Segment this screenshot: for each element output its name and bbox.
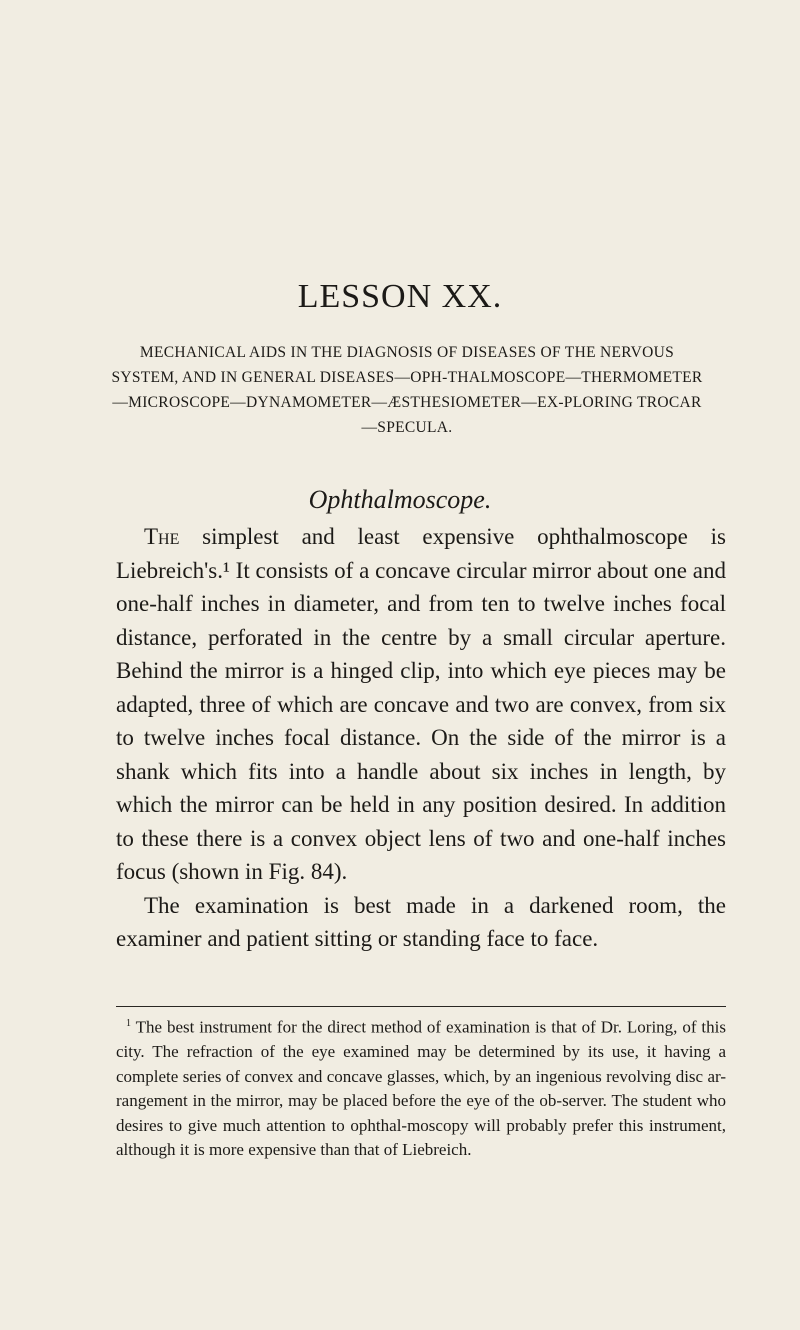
footnote	[116, 1012, 726, 1163]
footnote-text: The best instrument for the direct method of examination is that of Dr. Loring, of this city. The refraction of the eye examined may be determined by its use, it having a complete series of convex and concave glasses, which, by an ingenious revolving disc ar-rangement in the mirror, may be placed before the eye of the ob-server. The student who desires to give much attention to ophthal-moscopy will probably prefer this instrument, although it is more expensive than that of Liebreich.	[116, 1017, 726, 1160]
paragraph-2: The examination is best made in a darkened room, the examiner and patient sitting or standing face to face.	[116, 892, 726, 951]
footnote-marker: 1	[126, 1018, 131, 1029]
lesson-subtitle: MECHANICAL AIDS IN THE DIAGNOSIS OF DISEASES OF THE NERVOUS SYSTEM, AND IN GENERAL DISEASES—OPH-THALMOSCOPE—THERMOMETER—MICROSCOPE—DYNAMOMETER—ÆSTHESIOMETER—EX-PLORING TROCAR—SPECULA.	[111, 344, 703, 436]
paragraph-1	[116, 520, 726, 889]
lesson-title: LESSON XX.	[297, 278, 503, 315]
footnote-divider	[116, 1006, 726, 1007]
paragraph-1-text: simplest and least expensive ophthalmoscope is Liebreich's.¹ It consists of a concave circular mirror about one and one-half inches in diameter, and from ten to twelve inches focal distance, perforated in the centre by a small circular aperture. Behind the mirror is a hinged clip, into which eye pieces may be adapted, three of which are concave and two are convex, from six to twelve inches focal distance. On the side of the mirror is a shank which fits into a handle about six inches in length, by which the mirror can be held in any position desired. In addition to these there is a convex object lens of two and one-half inches focus (shown in Fig. 84).	[116, 524, 726, 884]
section-heading: Ophthalmoscope.	[308, 485, 492, 514]
paragraph-1-first-word: The	[144, 524, 180, 549]
body-text	[116, 520, 726, 956]
